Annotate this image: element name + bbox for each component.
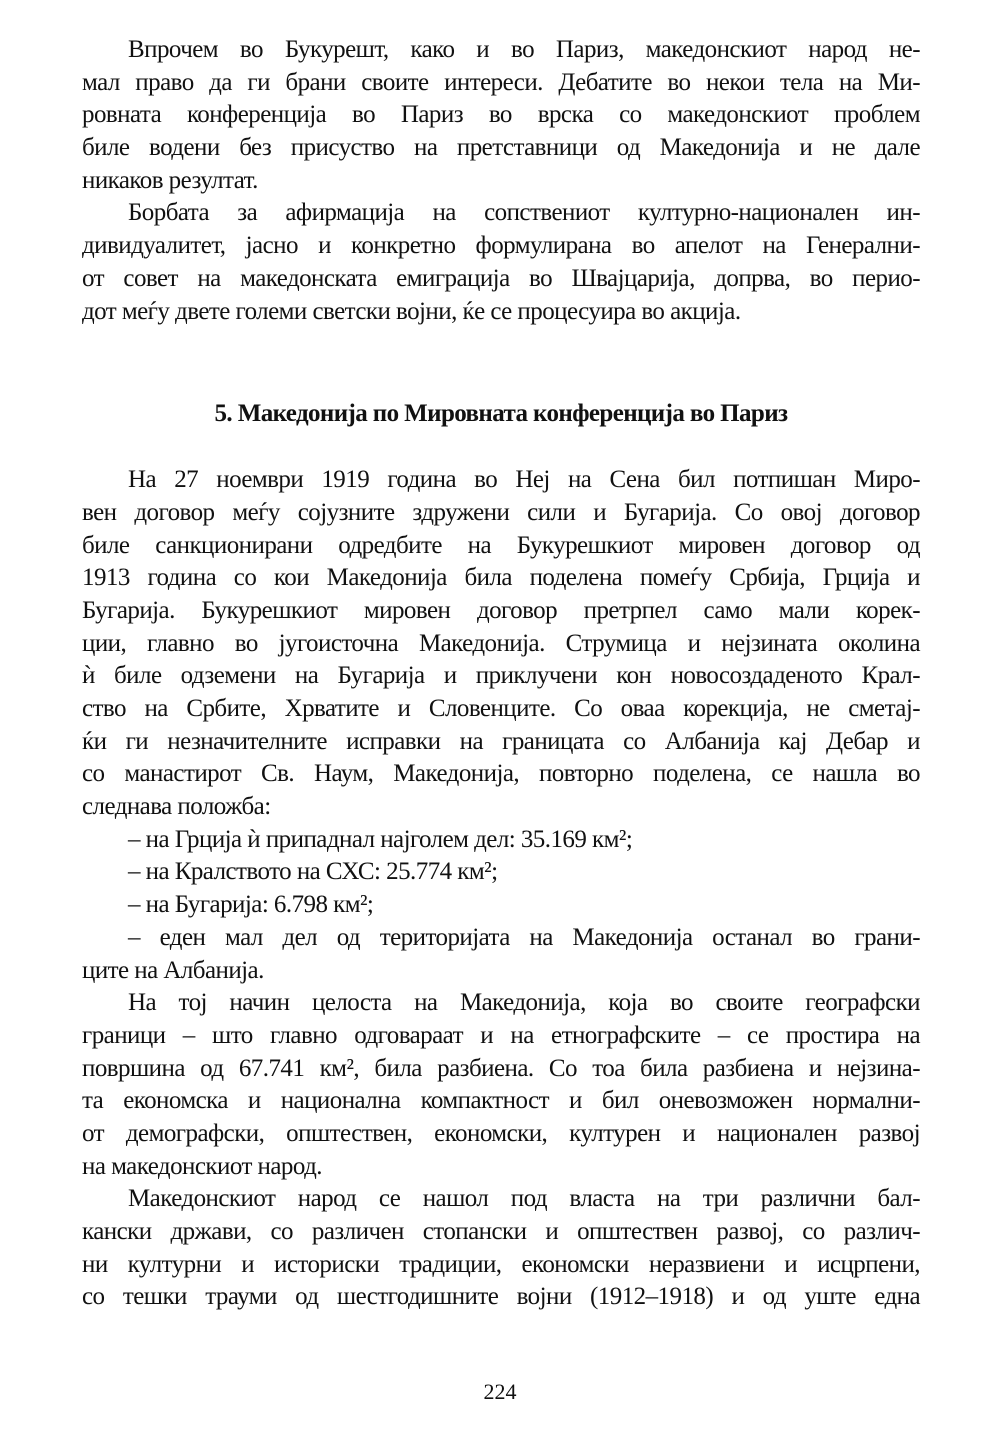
text-line: биле санкционирани одредбите на Букурешкиот мировен договор од: [82, 531, 920, 559]
text-line: от совет на македонската емиграција во Швајцарија, допрва, во перио-: [82, 264, 920, 292]
text-line: никаков резултат.: [82, 166, 258, 194]
text-line: мал право да ги брани своите интереси. Дебатите во некои тела на Ми-: [82, 68, 920, 96]
text-line: та економска и национална компактност и бил оневозможен нормални-: [82, 1087, 920, 1115]
text-line: Македонскиот народ се нашол под власта на три различни бал-: [128, 1185, 920, 1213]
text-line: површина од 67.741 км², била разбиена. Со тоа била разбиена и нејзина-: [82, 1054, 920, 1082]
text-line: кански држави, со различен стопански и општествен развој, со различ-: [82, 1218, 920, 1245]
text-line: биле водени без присуство на претставници од Македонија и не дале: [82, 134, 920, 162]
text-line: со манастирот Св. Наум, Македонија, повторно поделена, се нашла во: [82, 760, 920, 788]
text-line: дивидуалитет, јасно и конкретно формулирана во апелот на Генерални-: [82, 232, 920, 260]
paragraph: [82, 987, 920, 1183]
paragraph: [82, 824, 920, 857]
text-line: На тој начин целоста на Македонија, која во своите географски: [128, 989, 920, 1017]
text-line: Борбата за афирмација на сопствениот културно-национален ин-: [128, 199, 920, 227]
text-line: вен договор меѓу сојузните здружени сили и Бугарија. Со овој договор: [82, 498, 920, 526]
text-line: на македонскиот народ.: [82, 1152, 322, 1180]
text-line: – на Бугарија: 6.798 км²;: [128, 891, 374, 919]
text-line: Впрочем во Букурешт, како и во Париз, македонскиот народ не-: [128, 36, 920, 63]
text-line: ции, главно во југоисточна Македонија. Струмица и нејзината околина: [82, 629, 920, 657]
paragraph: [82, 889, 920, 922]
text-line: ровната конференција во Париз во врска со македонскиот проблем: [82, 101, 920, 129]
paragraph: [82, 856, 920, 889]
section-heading: 5. Македонија по Мировната конференција во Париз: [214, 400, 788, 428]
text-line: 1913 година со кои Македонија била поделена помеѓу Србија, Грција и: [82, 564, 920, 592]
text-line: На 27 ноември 1919 година во Неј на Сена бил потпишан Миро-: [128, 466, 920, 494]
text-line: следнава положба:: [82, 793, 271, 821]
text-line: ќи ги незначителните исправки на границата со Албанија кај Дебар и: [82, 727, 920, 755]
intro-section: [82, 34, 920, 328]
section-body: [82, 464, 920, 1314]
text-line: от демографски, општествен, економски, културен и национален развој: [82, 1119, 920, 1147]
text-line: ѝ биле одземени на Бугарија и приклучени кон новосоздаденото Крал-: [82, 662, 920, 690]
paragraph: [82, 197, 920, 328]
text-line: Бугарија. Букурешкиот мировен договор претрпел само мали корек-: [82, 596, 920, 624]
text-line: – на Кралството на СХС: 25.774 км²;: [128, 858, 498, 886]
paragraph: [82, 34, 920, 197]
document-page: [82, 34, 920, 1314]
text-line: ни културни и историски традиции, економски неразвиени и исцрпени,: [82, 1250, 920, 1278]
text-line: со тешки трауми од шестгодишните војни (1912–1918) и од уште една: [82, 1283, 920, 1311]
paragraph: [82, 464, 920, 824]
text-line: ство на Србите, Хрватите и Словенците. Со оваа корекција, не сметај-: [82, 695, 920, 722]
paragraph: [82, 1183, 920, 1314]
text-line: дот меѓу двете големи светски војни, ќе се процесуира во акција.: [82, 297, 741, 325]
page-number: 224: [483, 1379, 517, 1404]
text-line: – на Грција ѝ припаднал најголем дел: 35.169 км²;: [128, 825, 633, 853]
paragraph: [82, 922, 920, 987]
text-line: граници – што главно одговараат и на етнографските – се простира на: [82, 1021, 920, 1049]
text-line: ците на Албанија.: [82, 956, 264, 984]
text-line: – еден мал дел од територијата на Македонија останал во грани-: [128, 923, 920, 951]
